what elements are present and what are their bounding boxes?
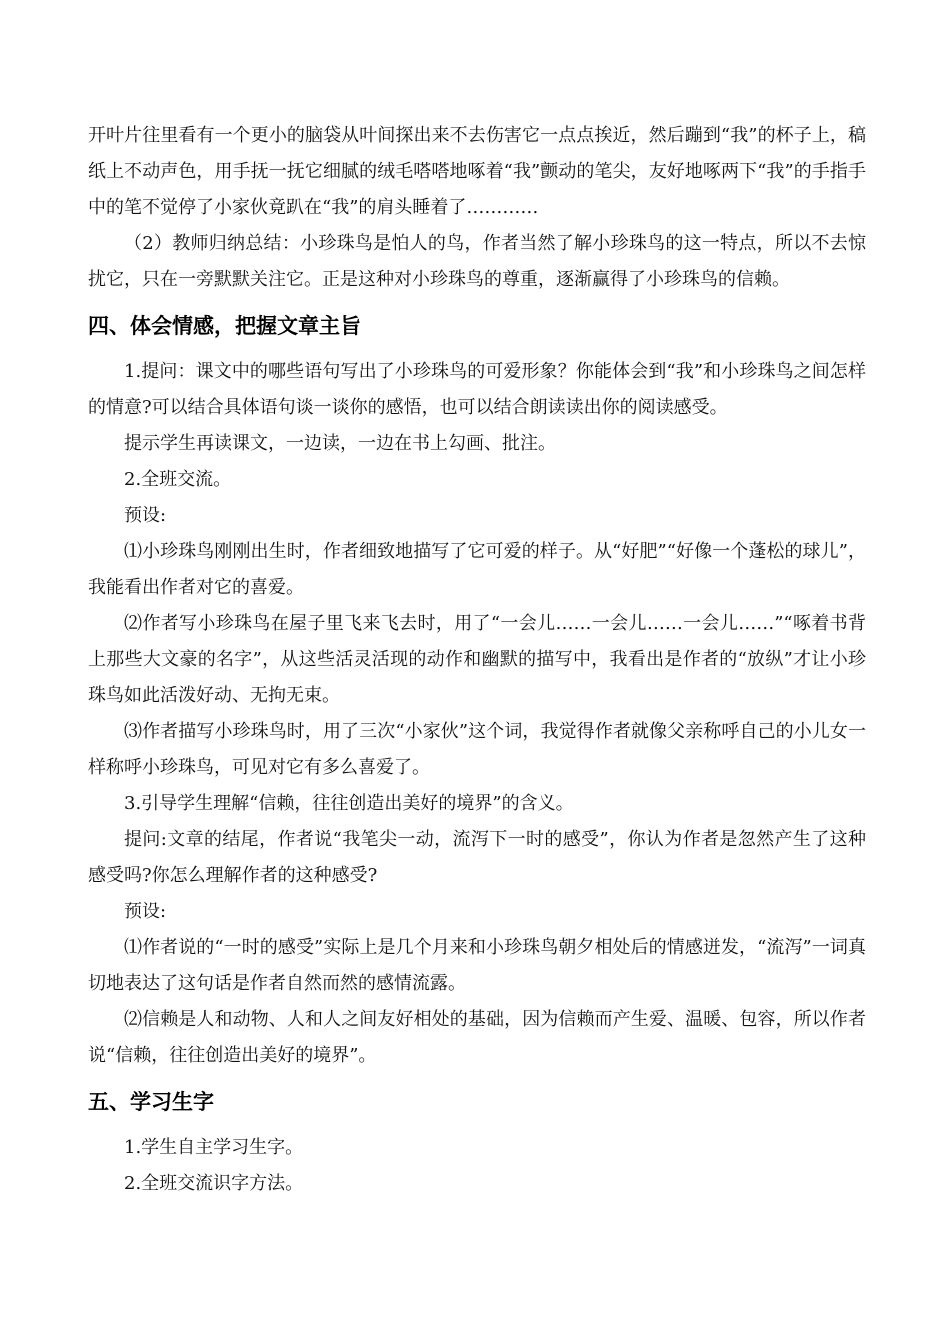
section-4-paragraph: 1.提问：课文中的哪些语句写出了小珍珠鸟的可爱形象？你能体会到“我”和小珍珠鸟之间怎样的情意?可以结合具体语句谈一谈你的感悟，也可以结合朗读读出你的阅读感受。 bbox=[88, 361, 866, 418]
section-4-paragraph: 3.引导学生理解“信赖，往往创造出美好的境界”的含义。 bbox=[124, 793, 574, 814]
section-4-paragraph: ⑶作者描写小珍珠鸟时，用了三次“小家伙”这个词，我觉得作者就像父亲称呼自己的小儿女一样称呼小珍珠鸟，可见对它有多么喜爱了。 bbox=[88, 721, 866, 778]
section-4-paragraph: 提示学生再读课文，一边读，一边在书上勾画、批注。 bbox=[124, 433, 556, 454]
section-4-paragraph: 提问:文章的结尾，作者说“我笔尖一动，流泻下一时的感受”，你认为作者是忽然产生了这种感受吗?你怎么理解作者的这种感受? bbox=[88, 829, 866, 886]
section-4-paragraph: ⑵作者写小珍珠鸟在屋子里飞来飞去时，用了“一会儿……一会儿……一会儿……”“啄着书背上那些大文豪的名字”，从这些活灵活现的动作和幽默的描写中，我看出是作者的“放纵”才让小珍珠鸟如此活泼好动、无拘无束。 bbox=[88, 613, 866, 706]
section-4-paragraph: 预设: bbox=[124, 505, 167, 526]
section-4-paragraph: ⑴小珍珠鸟刚刚出生时，作者细致地描写了它可爱的样子。从“好肥”“好像一个蓬松的球儿”，我能看出作者对它的喜爱。 bbox=[88, 541, 866, 598]
section-5-paragraph: 1.学生自主学习生字。 bbox=[124, 1137, 304, 1158]
section-4-paragraph: 2.全班交流。 bbox=[124, 469, 232, 490]
section-5-heading: 五、学习生字 bbox=[88, 1090, 214, 1114]
section-4-paragraph: ⑵信赖是人和动物、人和人之间友好相处的基础，因为信赖而产生爱、温暖、包容，所以作者说“信赖，往往创造出美好的境界”。 bbox=[88, 1009, 866, 1066]
section-4-paragraph: ⑴作者说的“一时的感受”实际上是几个月来和小珍珠鸟朝夕相处后的情感迸发，“流泻”一词真切地表达了这句话是作者自然而然的感情流露。 bbox=[88, 937, 866, 994]
document-body bbox=[88, 118, 866, 1202]
paragraph-continued: 开叶片往里看有一个更小的脑袋从叶间探出来不去伤害它一点点挨近，然后蹦到“我”的杯子上，稿纸上不动声色，用手抚一抚它细腻的绒毛嗒嗒地啄着“我”颤动的笔尖，友好地啄两下“我”的手指手中的笔不觉停了小家伙竟趴在“我”的肩头睡着了………… bbox=[88, 125, 866, 218]
section-4-heading: 四、体会情感，把握文章主旨 bbox=[88, 314, 361, 338]
section-5-paragraph: 2.全班交流识字方法。 bbox=[124, 1173, 304, 1194]
section-4-paragraph: 预设: bbox=[124, 901, 167, 922]
paragraph-summary: （2）教师归纳总结：小珍珠鸟是怕人的鸟，作者当然了解小珍珠鸟的这一特点，所以不去惊扰它，只在一旁默默关注它。正是这种对小珍珠鸟的尊重，逐渐赢得了小珍珠鸟的信赖。 bbox=[88, 233, 866, 290]
